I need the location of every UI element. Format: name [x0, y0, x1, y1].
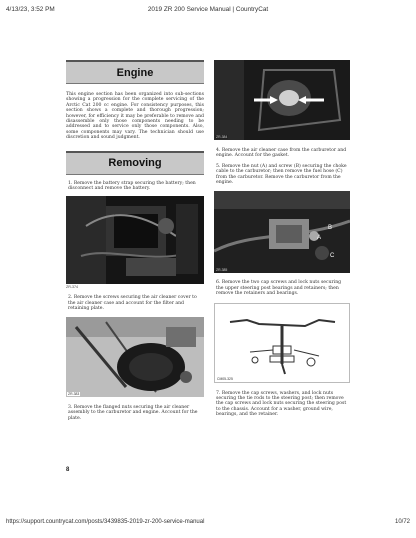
step-6: 6. Remove the two cap screws and lock nuts securing the upper steering post bearings and retainers; then remove the retainers and bearings.: [216, 280, 342, 297]
print-page-title: 2019 ZR 200 Service Manual | CountryCat: [147, 6, 269, 13]
engine-section-banner: [66, 60, 204, 84]
step-2: 2. Remove the screws securing the air cleaner cover to the air cleaner case and account for the filter and retaining plate.: [68, 295, 197, 312]
air-cleaner-photo: [66, 317, 204, 397]
browser-print-header: [6, 6, 410, 18]
callout-a: A: [317, 235, 322, 242]
step-5: 5. Remove the nut (A) and screw (B) securing the choke cable to the carburetor; then remove the fuel hose (C) from the carburetor. Remove the carburetor from the engine.: [216, 163, 347, 186]
manual-right-column: [214, 60, 350, 418]
step-1: 1. Remove the battery strap securing the battery; then disconnect and remove the battery.: [68, 180, 196, 192]
print-timestamp: 4/13/23, 3:52 PM: [6, 6, 55, 13]
air-cleaner-case-photo: [214, 60, 350, 140]
print-page-counter: 10/72: [394, 519, 410, 525]
photo-caption-zr385: ZR-385: [216, 268, 228, 273]
manual-left-column: [66, 60, 204, 421]
manual-page-number: 8: [66, 467, 70, 473]
photo-caption-zr384: ZR-384: [216, 135, 228, 139]
steering-post-diagram: [214, 303, 350, 383]
carburetor-photo: [214, 191, 350, 273]
browser-print-footer: [6, 519, 410, 529]
intro-paragraph: This engine section has been organized into sub-sections showing a progression for the complete servicing of the Arctic Cat 200 cc engine. For consistency purposes, this section shows a complete and thorough progression; however, for efficiency it may be preferable to remove and disassemble only those components needing to be addressed and to service only those components. Also, some components may vary. The technician should use discretion and sound judgment.: [66, 92, 204, 141]
step-3: 3. Remove the flanged nuts securing the air cleaner assembly to the carburetor and engine. Account for the plate.: [68, 404, 198, 421]
print-url: https://support.countrycat.com/posts/3439835-2019-zr-200-service-manual: [6, 519, 205, 525]
photo-caption-zr383: ZR-383: [68, 391, 80, 396]
step-7: 7. Remove the cap screws, washers, and lock nuts securing the tie rods to the steering post; then remove the cap screws and lock nuts securing the steering post to the chassis. Account for a washer, ground wire, bearings, and the retainer.: [216, 390, 347, 418]
battery-photo: [66, 196, 204, 284]
step-4: 4. Remove the air cleaner case from the carburetor and engine. Account for the gasket.: [216, 148, 347, 159]
callout-c: C: [330, 253, 335, 260]
photo-caption-zr374: ZR-374: [66, 285, 78, 290]
callout-b: B: [328, 225, 333, 232]
photo-caption-cm05-325: CM05-325: [217, 376, 233, 381]
subsection-title: Removing: [108, 157, 162, 170]
section-title: Engine: [116, 66, 154, 79]
removing-subsection-banner: [66, 151, 204, 175]
